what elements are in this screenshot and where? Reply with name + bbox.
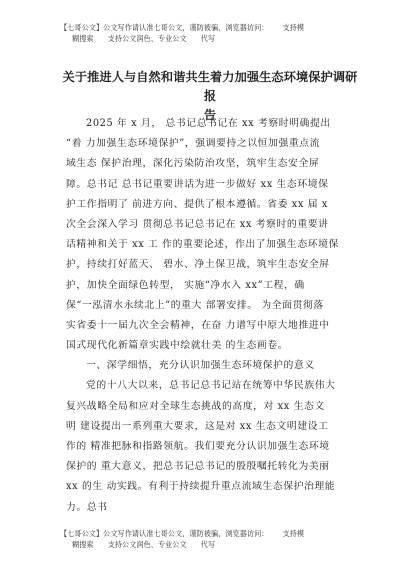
body-line: 护，加快全面绿色转型， 实施“净水入 xx”工程，确 (66, 279, 305, 291)
body-line: 次全会深入学习 贯彻总书记总书记在 xx 考察时的重要讲 (66, 218, 329, 230)
body-line: 障。总书记 总书记重要讲话为进一步做好 xx 生态环境保 (66, 178, 329, 190)
body-line: 域生态 保护治理，深化污染防治攻坚，筑牢生态安全屏 (66, 158, 320, 170)
body-line: 党的十八大以来，总书记总书记站在统筹中华民族伟大 (86, 380, 336, 392)
page-footer (60, 528, 360, 550)
header-text: 代写 (200, 34, 216, 43)
header-text: 支持模 (282, 23, 305, 32)
header-text: 支持公文润色、专业公文 (107, 34, 187, 43)
footer-text: 糊搜索 (72, 540, 94, 549)
body-line: xx 的生 动实践。有利于持续提升重点流域生态保护治理能 (66, 481, 336, 493)
body-line: “着 力加强生态环境保护”，强调要持之以恒加强重点流 (66, 138, 321, 150)
body-line: 复兴战略全局和应对全球生态挑战的高度，对 xx 生态文 (66, 400, 325, 412)
footer-line-1 (60, 528, 360, 539)
footer-text: 支持模 (282, 529, 305, 538)
document-body (66, 114, 358, 518)
header-text: 【七哥公文】公文写作请认准七哥公文，谨防被骗，浏览器访问： (60, 23, 269, 32)
page-header (60, 22, 360, 44)
body-line: 2025 年 x 月， 总书记总书记在 xx 考察时明确提出 (86, 118, 331, 129)
footer-text: 支持公文润色、专业公文 (107, 540, 187, 549)
title-line: 关于推进人与自然和谐共生着力加强生态环境保护调研报 (62, 70, 358, 103)
header-line-1 (60, 22, 360, 33)
body-line: 力。总书 (66, 501, 108, 513)
body-line: 国式现代化新篇章实践中绘就壮美 的生态画卷。 (66, 340, 289, 352)
header-text: 糊搜索 (72, 34, 94, 43)
body-line: 话精神和关于 xx 工 作的重要论述，作出了加强生态环境保 (66, 239, 339, 251)
footer-text: 【七哥公文】公文写作请认准七哥公文，谨防被骗，浏览器访问： (60, 529, 269, 538)
body-line: 保“一泓清水永续北上”的重大 部署安排。 为全面贯彻落 (66, 299, 324, 311)
body-line: 护，持续打好蓝天、 碧水、净土保卫战，筑牢生态安全屏 (66, 259, 330, 271)
body-line: 明 建设提出一系列重大要求，这是对 xx 生态文明建设工 (66, 420, 329, 432)
footer-text: 代写 (200, 540, 216, 549)
body-line: 护工作指明了 前进方向、提供了根本遵循。省委 xx 届 x (66, 198, 328, 210)
footer-line-2 (60, 539, 360, 550)
body-line: 实省委十一届九次全会精神，在奋 力谱写中原大地推进中 (66, 319, 330, 331)
section-heading: 一、深学细悟，充分认识加强生态环境保护的意义 (86, 360, 315, 372)
body-line: 保护的 重大意义，把总书记总书记的殷殷嘱托转化为美丽 (66, 461, 330, 473)
title-line: 告 (203, 108, 217, 122)
header-line-2 (60, 33, 360, 44)
body-line: 作的 精准把脉和指路领航。我们要充分认识加强生态环境 (66, 441, 330, 452)
